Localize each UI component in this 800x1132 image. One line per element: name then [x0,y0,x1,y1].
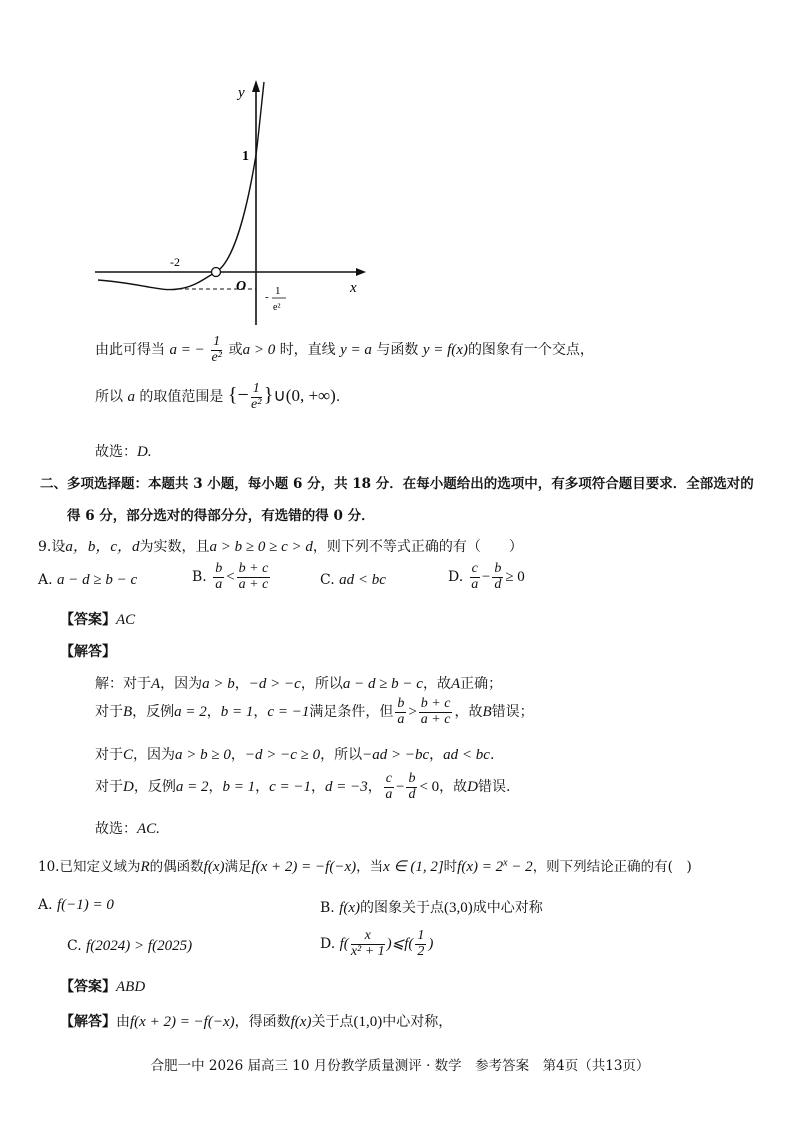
conclusion-line-1: 由此可得当 a = − $\frac{1}{\text{e²}}$ 或a > 0 时，直线 y = a 与函数 y = f(x)的图象有一个交点， [95,334,594,365]
q9-option-c: C. ad < bc [320,572,386,588]
q9-answer: 【答案】AC [60,612,136,628]
page-footer: 合肥一中 2026 届高三 10 月份教学质量测评 · 数学 参考答案 第4页（共13页） [150,1058,650,1074]
q9-choice: 故选：AC. [95,821,160,837]
function-graph [80,75,380,325]
min-numerator: 1 [275,285,281,297]
section-heading-line-2: 得 6 分，部分选对的得部分分，有选错的得 0 分． [67,508,375,524]
q9-option-b: B. $\frac{b}{a}$ < $\frac{b + c}{a + c}$ [192,561,269,592]
q9-solution-line-4: 对于D，反例a = 2，b = 1，c = −1，d = −3， $\frac{c}{a}$ − $\frac{b}{d}$ < 0，故D错误. [95,771,511,802]
q9-solution-line-2: 对于B，反例a = 2，b = 1，c = −1满足条件，但 $\frac{b}{a}$ > $\frac{b + c}{a + c}$ ，故B错误； [95,696,534,727]
q10-option-b: B. f(x)的图象关于点(3,0)成中心对称 [320,900,543,916]
min-prefix: - [265,291,269,303]
x-axis-label: x [350,280,357,296]
q9-option-a: A. a − d ≥ b − c [38,572,138,588]
q9-solution-line-3: 对于C，因为a > b ≥ 0，−d > −c ≥ 0，所以−ad > −bc，ad < bc. [95,747,495,763]
min-denominator: e² [273,302,281,313]
fraction-1-over-e2: $\frac{1}{\text{e²}}$ [211,334,222,365]
q9-solution-line-1: 解：对于A，因为a > b，−d > −c，所以a − d ≥ b − c，故A正确； [95,676,503,692]
section-heading-line-1: 二、多项选择题：本题共 3 小题，每小题 6 分，共 18 分．在每小题给出的选项中，有多项符合题目要求．全部选对的 [40,476,754,492]
q10-option-d: D. f( $\frac{x}{\text{x² + 1}}$ )⩽f( $\frac{1}{2}$ ) [320,928,434,959]
q10-stem: 10.已知定义域为R的偶函数f(x)满足f(x + 2) = −f(−x)，当x ∈ (1, 2]时$f(x) = 2^x - 2$，则下列结论正确的有( ) [38,857,692,875]
conclusion-line-2: 所以 a 的取值范围是 {− $\frac{1}{\text{e²}}$ }∪(0, +∞). [95,381,341,412]
set-fraction: $\frac{1}{\text{e²}}$ [251,381,262,412]
q9-solution-label: 【解答】 [60,644,116,660]
q9-stem: 9.设a，b，c，d为实数，且a > b ≥ 0 ≥ c > d，则下列不等式正确的有（ ） [38,539,523,555]
x-axis-arrow-icon [356,268,366,276]
tick-neg2-label: -2 [170,255,180,269]
origin-label: O [236,279,247,294]
y-axis-label: y [238,85,245,101]
conclusion-choice: 故选：D. [95,444,152,460]
q10-answer: 【答案】ABD [60,979,146,995]
function-curve [98,82,264,290]
q10-option-a: A. f(−1) = 0 [38,897,114,913]
q10-solution: 【解答】由f(x + 2) = −f(−x)，得函数f(x)关于点(1,0)中心对称， [60,1014,453,1030]
q10-option-c: C. f(2024) > f(2025) [67,938,193,954]
tick-one-label: 1 [242,149,249,164]
open-point-marker [212,268,221,277]
y-axis-arrow-icon [252,80,260,92]
q9-option-d: D. $\frac{c}{a}$ − $\frac{b}{d}$ ≥ 0 [448,561,525,592]
